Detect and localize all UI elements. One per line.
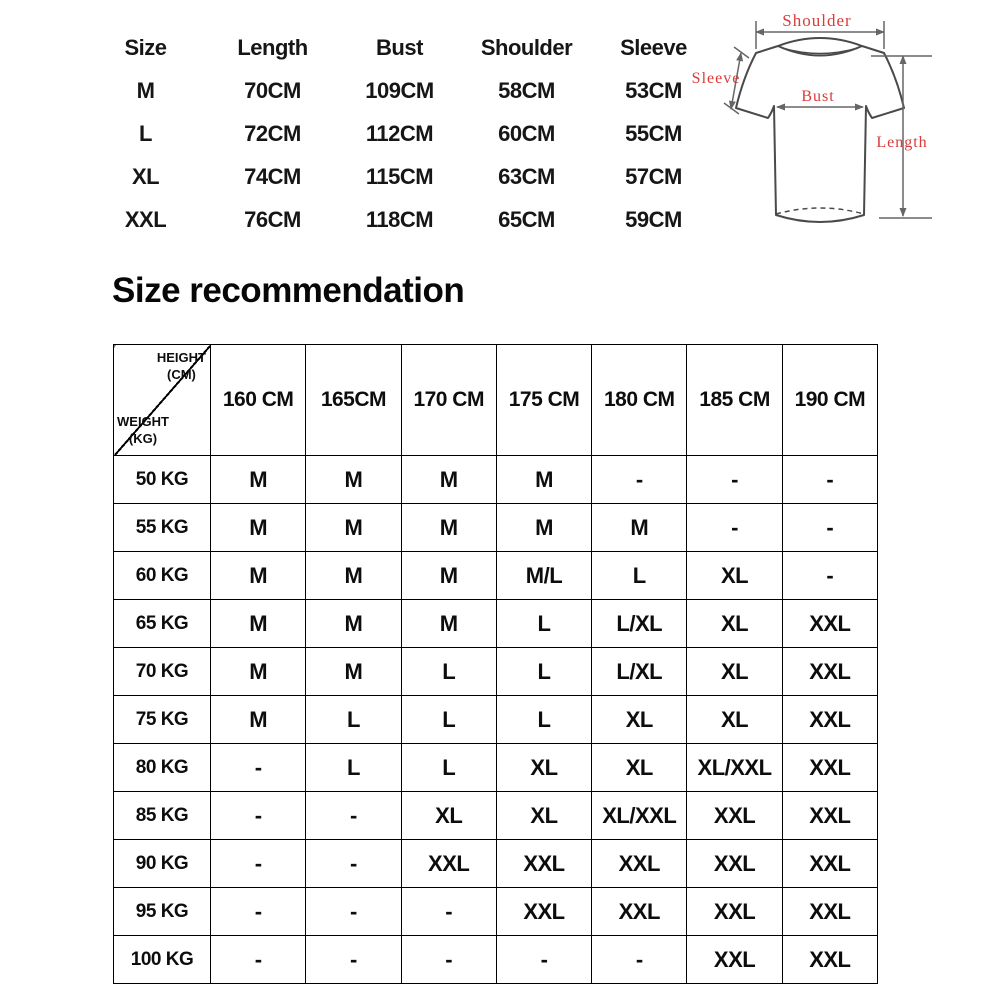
size-cell: XXL [687, 888, 782, 936]
size-cell: L [401, 648, 496, 696]
measurement-value: 60CM [498, 120, 555, 146]
table-row [114, 504, 878, 552]
measurement-value: 109CM [365, 77, 434, 103]
size-cell: - [401, 936, 496, 984]
measurement-value: 115CM [365, 163, 434, 189]
weight-row-header: 80 KG [114, 744, 211, 792]
measurement-value: 63CM [498, 163, 555, 189]
height-column-header: 170 CM [401, 345, 496, 456]
size-cell: M [496, 504, 591, 552]
size-cell: XL [496, 792, 591, 840]
sleeve-label: Sleeve [691, 70, 741, 87]
size-label: XL [131, 163, 160, 189]
size-cell: XXL [782, 888, 877, 936]
size-cell: M/L [496, 552, 591, 600]
table-row [114, 552, 878, 600]
size-cell: M [401, 504, 496, 552]
table-row [114, 456, 878, 504]
size-cell: - [687, 456, 782, 504]
tshirt-outline [736, 38, 904, 222]
size-cell: - [211, 840, 306, 888]
table-row [114, 840, 878, 888]
length-label: Length [876, 134, 928, 151]
size-cell: - [592, 456, 687, 504]
size-cell: M [306, 456, 401, 504]
size-cell: XL [687, 552, 782, 600]
table-row [114, 888, 878, 936]
size-cell: XL/XXL [687, 744, 782, 792]
size-cell: L/XL [592, 600, 687, 648]
weight-row-header: 70 KG [114, 648, 211, 696]
size-cell: L [496, 600, 591, 648]
measurement-value: 59CM [625, 206, 682, 232]
recommendation-header-row [114, 345, 878, 456]
weight-row-header: 100 KG [114, 936, 211, 984]
height-axis-unit: (CM) [166, 366, 196, 382]
size-cell: - [496, 936, 591, 984]
measurement-row-m [82, 69, 717, 112]
size-cell: XL [687, 648, 782, 696]
size-cell: M [211, 600, 306, 648]
measurement-header: Length [237, 34, 308, 60]
measurement-header: Shoulder [480, 34, 573, 60]
measurement-header: Bust [376, 34, 423, 60]
size-cell: M [401, 600, 496, 648]
size-cell: M [401, 552, 496, 600]
size-cell: M [496, 456, 591, 504]
size-cell: L [496, 648, 591, 696]
section-title: Size recommendation [112, 271, 465, 310]
size-cell: XXL [782, 648, 877, 696]
size-cell: XXL [782, 696, 877, 744]
size-recommendation-table [113, 344, 878, 984]
tshirt-diagram [680, 0, 1000, 240]
size-cell: XXL [687, 792, 782, 840]
size-cell: - [687, 504, 782, 552]
size-cell: XXL [687, 840, 782, 888]
weight-axis-unit: (KG) [128, 431, 158, 447]
weight-axis-word: WEIGHT [117, 414, 169, 430]
height-column-header: 160 CM [211, 345, 306, 456]
tshirt-body [736, 38, 904, 222]
size-cell: XXL [687, 936, 782, 984]
measurement-value: 55CM [625, 120, 682, 146]
size-cell: M [211, 648, 306, 696]
measurement-value: 53CM [625, 77, 682, 103]
table-row [114, 744, 878, 792]
measurement-table [82, 26, 717, 241]
size-cell: XL [687, 600, 782, 648]
table-row [114, 936, 878, 984]
size-cell: XXL [782, 792, 877, 840]
size-cell: - [592, 936, 687, 984]
weight-row-header: 65 KG [114, 600, 211, 648]
size-cell: M [306, 504, 401, 552]
measurement-row-l [82, 112, 717, 155]
size-cell: - [211, 744, 306, 792]
table-row [114, 792, 878, 840]
weight-row-header: 95 KG [114, 888, 211, 936]
measurement-value: 57CM [625, 163, 682, 189]
size-cell: L [306, 744, 401, 792]
size-cell: - [306, 936, 401, 984]
size-cell: - [306, 888, 401, 936]
size-cell: - [782, 504, 877, 552]
size-cell: M [211, 552, 306, 600]
size-cell: - [782, 552, 877, 600]
size-cell: XXL [782, 600, 877, 648]
size-cell: M [401, 456, 496, 504]
height-column-header: 190 CM [782, 345, 877, 456]
size-cell: XXL [782, 840, 877, 888]
size-cell: - [211, 888, 306, 936]
weight-row-header: 75 KG [114, 696, 211, 744]
weight-row-header: 55 KG [114, 504, 211, 552]
size-cell: XL [496, 744, 591, 792]
measurement-value: 112CM [365, 120, 434, 146]
weight-row-header: 90 KG [114, 840, 211, 888]
size-cell: XXL [496, 840, 591, 888]
size-cell: - [306, 840, 401, 888]
size-cell: XL [592, 696, 687, 744]
size-cell: M [306, 552, 401, 600]
sleeve-tick-top [734, 47, 749, 58]
size-label: XXL [124, 206, 167, 232]
table-row [114, 600, 878, 648]
measurement-row-xxl [82, 198, 717, 241]
size-cell: XL [687, 696, 782, 744]
size-label: M [136, 77, 155, 103]
measurement-value: 118CM [365, 206, 434, 232]
size-cell: XXL [782, 744, 877, 792]
height-column-header: 185 CM [687, 345, 782, 456]
size-cell: L [592, 552, 687, 600]
table-row [114, 696, 878, 744]
height-column-header: 165CM [306, 345, 401, 456]
size-cell: XXL [401, 840, 496, 888]
shoulder-label: Shoulder [782, 11, 852, 30]
size-cell: XL [592, 744, 687, 792]
height-axis-label [157, 350, 206, 384]
size-cell: M [306, 600, 401, 648]
size-cell: - [211, 936, 306, 984]
size-label: L [139, 120, 152, 146]
measurement-row-xl [82, 155, 717, 198]
weight-row-header: 50 KG [114, 456, 211, 504]
size-cell: XXL [782, 936, 877, 984]
measurement-header-row [82, 26, 717, 69]
weight-row-header: 60 KG [114, 552, 211, 600]
height-column-header: 175 CM [496, 345, 591, 456]
size-cell: M [592, 504, 687, 552]
bust-label: Bust [801, 88, 835, 105]
measurement-value: 58CM [498, 77, 555, 103]
table-row [114, 648, 878, 696]
size-cell: XXL [592, 888, 687, 936]
size-cell: L/XL [592, 648, 687, 696]
weight-axis-label [117, 414, 169, 448]
measurement-header: Size [124, 34, 167, 60]
measurement-value: 74CM [244, 163, 301, 189]
size-cell: L [401, 696, 496, 744]
size-cell: - [211, 792, 306, 840]
size-cell: M [211, 696, 306, 744]
size-cell: - [401, 888, 496, 936]
size-cell: L [401, 744, 496, 792]
size-cell: M [211, 504, 306, 552]
size-cell: L [306, 696, 401, 744]
weight-row-header: 85 KG [114, 792, 211, 840]
measurement-value: 65CM [498, 206, 555, 232]
size-cell: XL [401, 792, 496, 840]
size-cell: XXL [592, 840, 687, 888]
measurement-header: Sleeve [620, 34, 687, 60]
corner-cell [114, 345, 211, 456]
size-cell: L [496, 696, 591, 744]
size-cell: XL/XXL [592, 792, 687, 840]
measurement-value: 70CM [244, 77, 301, 103]
size-cell: - [306, 792, 401, 840]
size-cell: M [211, 456, 306, 504]
measurement-value: 72CM [244, 120, 301, 146]
size-cell: - [782, 456, 877, 504]
measurement-value: 76CM [244, 206, 301, 232]
height-axis-word: HEIGHT [156, 350, 206, 365]
size-cell: XXL [496, 888, 591, 936]
height-column-header: 180 CM [592, 345, 687, 456]
size-cell: M [306, 648, 401, 696]
